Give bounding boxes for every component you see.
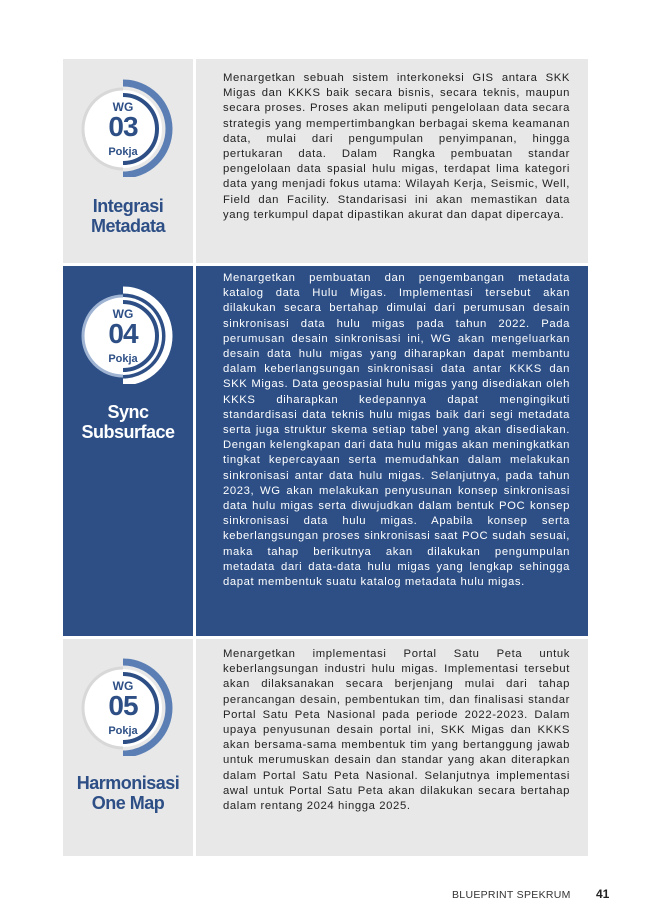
section-wg05-label-panel xyxy=(63,639,193,856)
wg03-description: Menargetkan sebuah sistem interkoneksi GIS antara SKK Migas dan KKKS baik secara bisnis, secara teknis, maupun secara proses. Proses akan meliputi pengelolaan data secara strategis yang mempertimbangkan berbagai skema keamanan data, mulai dari pengumpulan penyimpanan, hingga pertukaran data. Dalam Rangka pembuatan standar pengelolaan data spasial hulu migas, terdapat lima kategori data yang menjadi fokus utama: Wilayah Kerja, Seismic, Well, Field dan Facility. Standarisasi ini akan memastikan data yang terkumpul dapat dipastikan akurat dan dapat dipercaya. xyxy=(223,72,570,221)
wg03-title-line2: Metadata xyxy=(90,216,166,236)
wg04-number: 04 xyxy=(108,318,138,349)
section-wg04-label-panel xyxy=(63,266,193,636)
wg05-badge xyxy=(80,656,180,756)
wg04-badge xyxy=(80,284,180,384)
wg03-pokja-label: Pokja xyxy=(108,146,138,158)
section-wg03-label-panel xyxy=(63,59,193,263)
wg03-number: 03 xyxy=(108,111,138,142)
wg03-title xyxy=(63,196,193,236)
wg05-title xyxy=(63,773,193,813)
wg04-title-line2: Subsurface xyxy=(81,422,175,442)
wg03-wg-label: WG xyxy=(112,100,134,114)
wg03-title-line1: Integrasi xyxy=(92,196,164,216)
wg04-title-line1: Sync xyxy=(107,402,149,422)
wg04-title xyxy=(63,402,193,442)
wg05-title-line1: Harmonisasi xyxy=(76,773,180,793)
wg04-pokja-label: Pokja xyxy=(108,353,138,365)
page-number: 41 xyxy=(596,887,610,901)
wg05-description: Menargetkan implementasi Portal Satu Peta untuk keberlangsungan industri hulu migas. Implementasi tersebut akan dilaksanakan secara berjenjang mulai dari tahap perancangan desain, pembentukan tim, dan finalisasi standar Portal Satu Peta Nasional pada periode 2022-2023. Dalam upaya penyusunan desain portal ini, SKK Migas dan KKKS akan bersama-sama membentuk tim yang bertanggung jawab untuk merumuskan desain dan standar yang akan diterapkan dalam Portal Satu Peta Nasional. Selanjutnya implementasi awal untuk Portal Satu Peta akan dilakukan secara bertahap dalam rentang 2024 hingga 2025. xyxy=(223,648,570,813)
wg05-number: 05 xyxy=(108,690,138,721)
wg04-description: Menargetkan pembuatan dan pengembangan metadata katalog data Hulu Migas. Implementasi tersebut akan dilakukan secara bertahap dimulai dari perumusan desain sinkronisasi data hulu migas pada tahun 2022. Pada perumusan desain sinkronisasi ini, WG akan mengeluarkan desain data hulu migas yang diharapkan dapat membantu dalam keberlangsungan sinkronisasi data antar KKKS dan SKK Migas. Data geospasial hulu migas yang disediakan oleh KKKS diharapkan kedepannya dapat mengingikuti standardisasi data teknis hulu migas baik dari segi metadata serta juga struktur skema setiap tabel yang akan disediakan. Dengan kelengkapan dari data hulu migas akan meningkatkan tingkat kepercayaan serta memudahkan dalam melakukan sinkronisasi antar data hulu migas. Selanjutnya, pada tahun 2023, WG akan melakukan penyusunan konsep sinkronisasi data hulu migas serta diwujudkan dalam bentuk POC konsep sinkronisasi data hulu migas. Apabila konsep serta keberlangsungan proses sinkronisasi saat POC sudah sesuai, maka tahap berikutnya akan dilakukan pengumpulan metadata dari data-data hulu migas yang lengkap sehingga dapat membentuk suatu katalog metadata hulu migas. xyxy=(223,272,570,589)
wg05-wg-label: WG xyxy=(112,679,134,693)
wg05-pokja-label: Pokja xyxy=(108,725,138,737)
wg04-wg-label: WG xyxy=(112,307,134,321)
footer-label: BLUEPRINT SPEKRUM xyxy=(452,889,571,901)
wg03-badge xyxy=(80,77,180,177)
wg05-title-line2: One Map xyxy=(91,793,165,813)
